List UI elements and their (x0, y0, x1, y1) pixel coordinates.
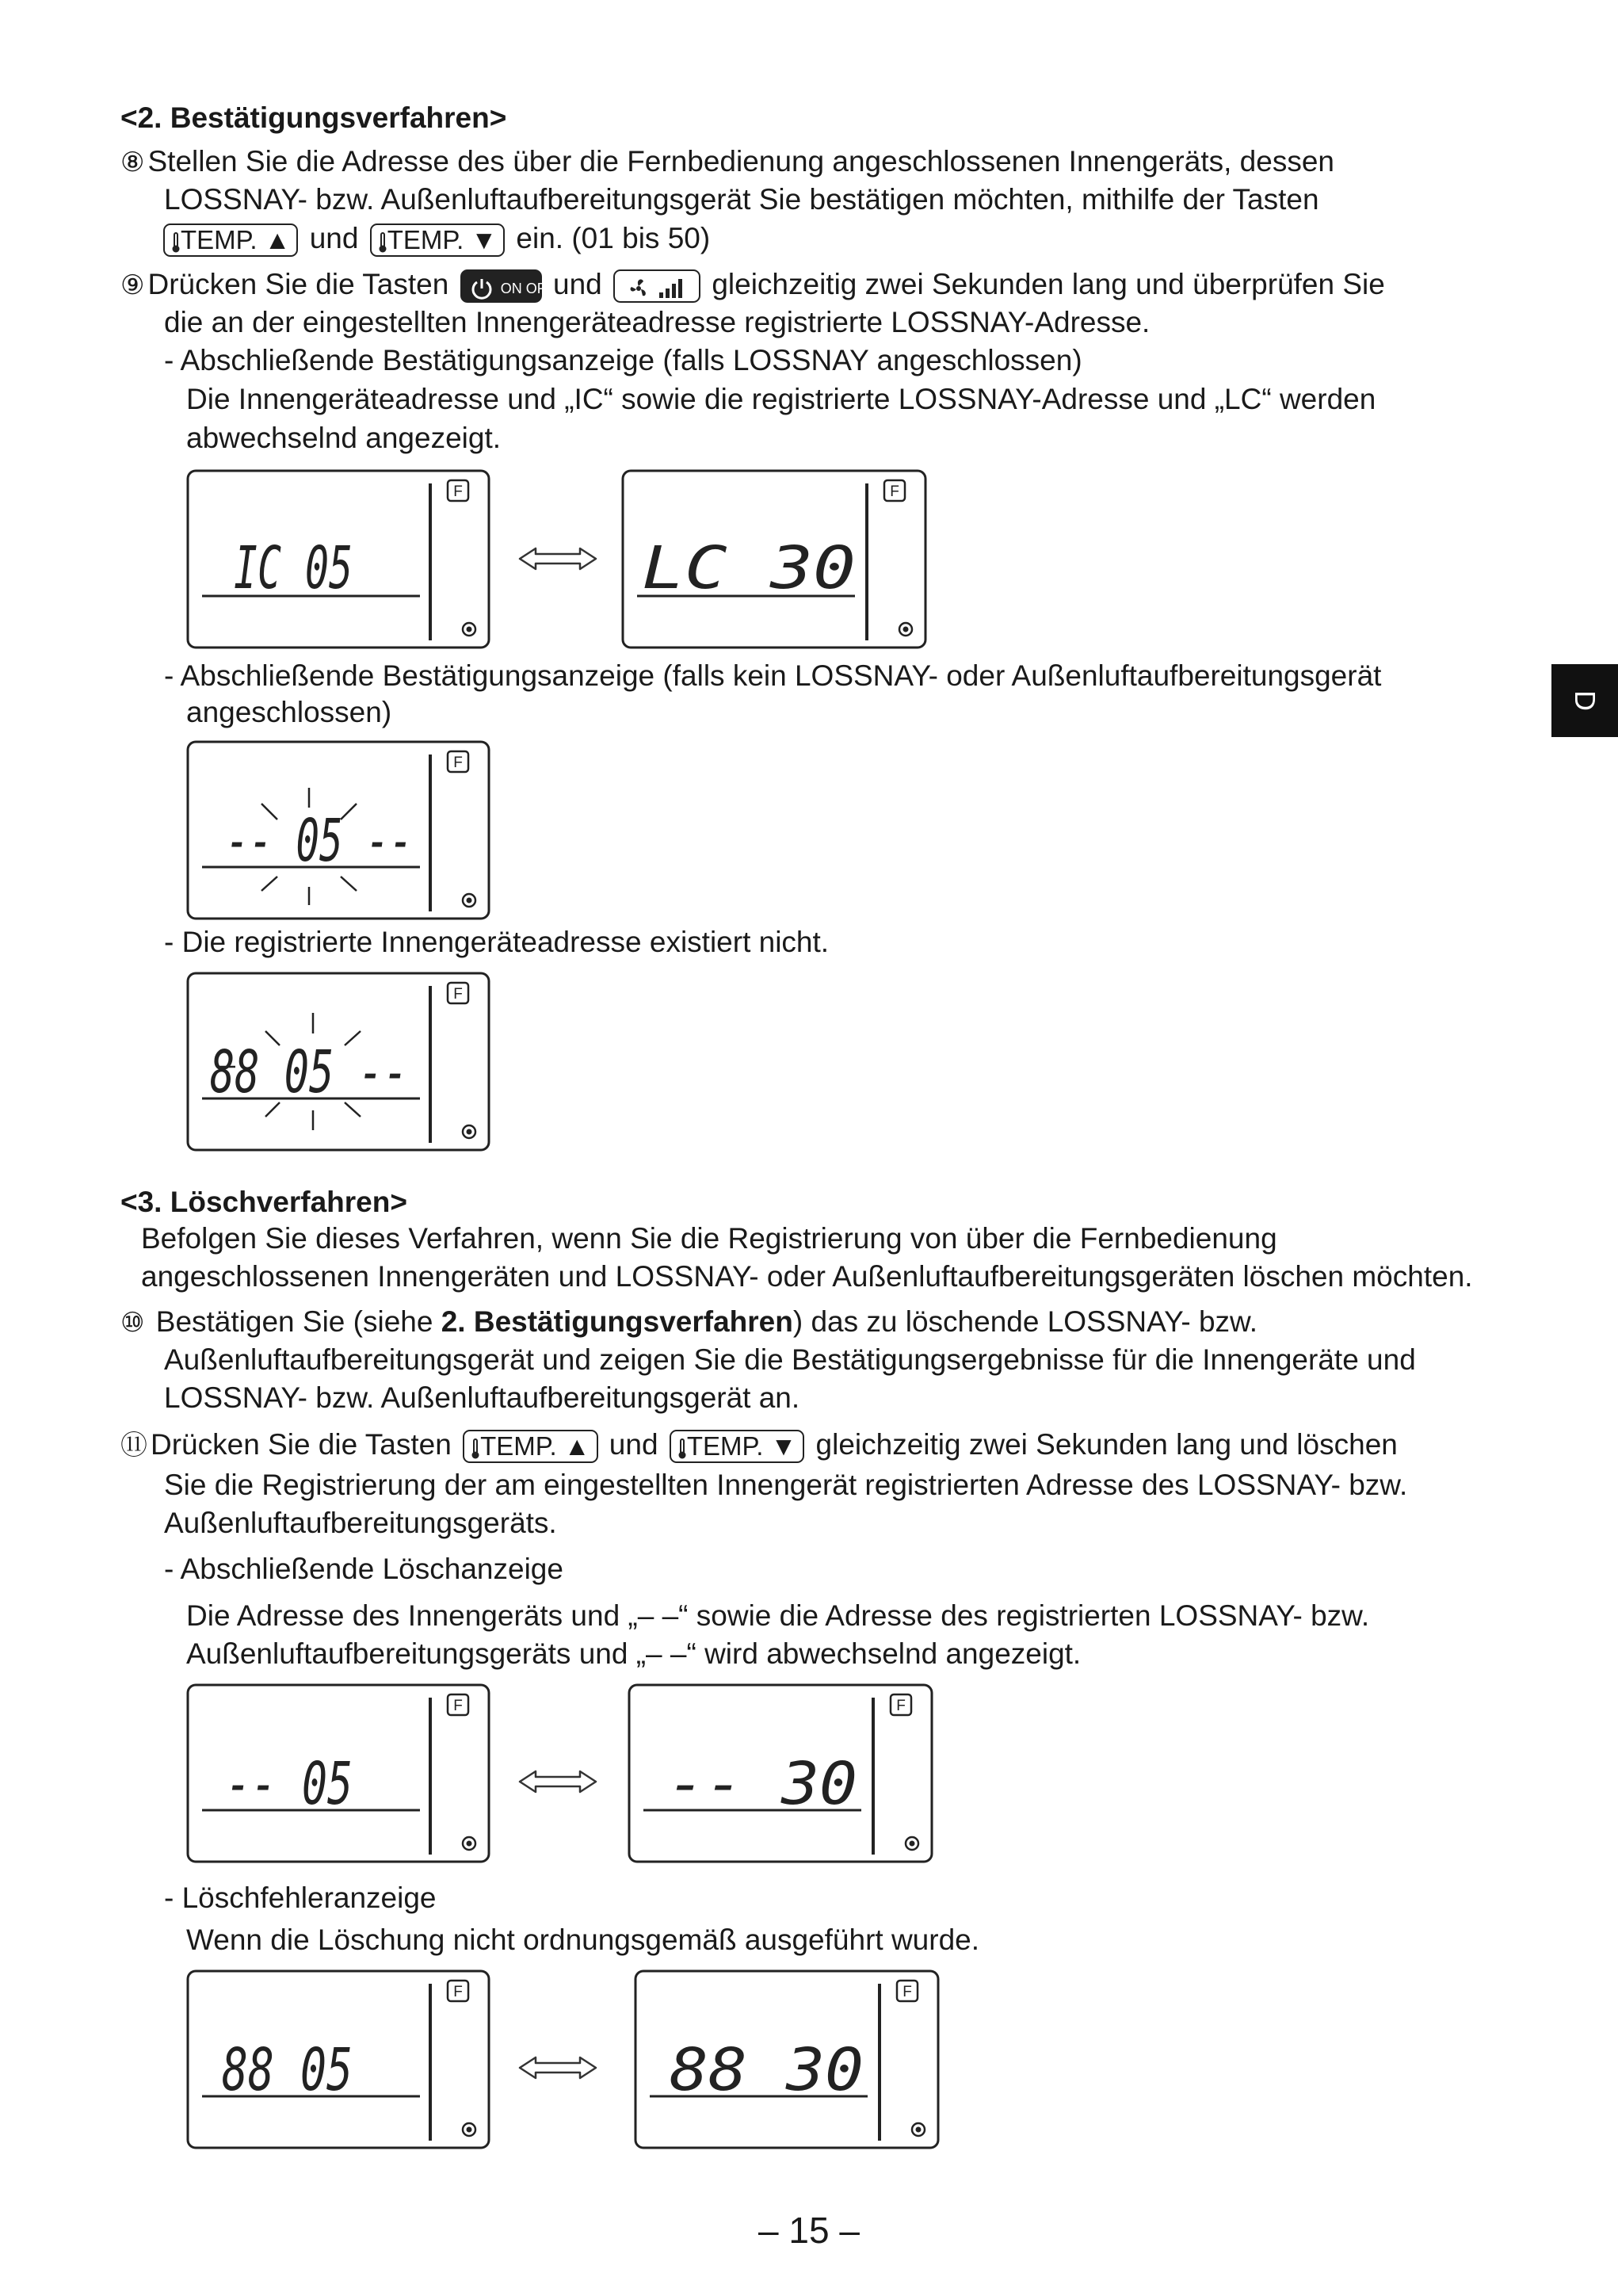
alternating-arrow-icon (517, 544, 599, 574)
step10-post: ) das zu löschende LOSSNAY- bzw. (792, 1305, 1258, 1338)
step10-line3: LOSSNAY- bzw. Außenluftaufbereitungsgerät an. (164, 1381, 800, 1414)
f-label: F (453, 483, 463, 500)
lcd-display-error-30 (634, 1969, 940, 2149)
thermometer-icon (378, 231, 387, 254)
step9-bullet1-text2: abwechselnd angezeigt. (186, 422, 502, 454)
thermometer-icon (471, 1438, 480, 1460)
step8-tail: ein. (01 bis 50) (516, 222, 711, 254)
on-off-key: ON OFF (460, 269, 542, 303)
lcd-digits: 88 05 -- (210, 1038, 408, 1106)
step9-bullet1-text1: Die Innengeräteadresse und „IC“ sowie die registrierte LOSSNAY-Adresse und „LC“ werden (186, 383, 1376, 415)
thermometer-icon (677, 1438, 687, 1460)
step11-und: und (609, 1428, 658, 1461)
lcd-digits: LC 30 (642, 534, 856, 602)
step10-line2: Außenluftaufbereitungsgerät und zeigen Sie die Bestätigungsergebnisse für die Innengeräte und (164, 1343, 1416, 1376)
temp-down-key: TEMP. ▼ (370, 223, 505, 257)
step8-line2: LOSSNAY- bzw. Außenluftaufbereitungsgerät Sie bestätigen möchten, mithilfe der Tasten (164, 183, 1319, 216)
section3-intro1: Befolgen Sie dieses Verfahren, wenn Sie die Registrierung von über die Fernbedienung (141, 1222, 1277, 1255)
thermometer-icon (171, 231, 181, 254)
f-label: F (453, 755, 463, 771)
f-label: F (453, 1984, 463, 2000)
step9-line2: die an der eingestellten Innengeräteadresse registrierte LOSSNAY-Adresse. (164, 306, 1151, 338)
fan-speed-key (613, 269, 700, 303)
step10-line1 (120, 1304, 1257, 1341)
fan-icon (626, 277, 688, 300)
section2-heading: <2. Bestätigungsverfahren> (120, 101, 507, 134)
lcd-display-error-05 (186, 1969, 490, 2149)
step9-bullet3: - Die registrierte Innengeräteadresse existiert nicht. (164, 926, 830, 958)
step10-number: ⑩ (120, 1308, 145, 1338)
f-label: F (890, 483, 899, 500)
step9-line1 (120, 266, 1385, 304)
step11-pre: Drücken Sie die Tasten (151, 1428, 452, 1461)
lcd-digits: 88 05 (222, 2036, 353, 2104)
lcd-display-lc30 (621, 469, 927, 649)
lcd-digits: -- 05 (226, 1750, 353, 1818)
power-icon (470, 277, 494, 300)
alternating-arrow-icon (517, 1767, 599, 1797)
step9-post: gleichzeitig zwei Sekunden lang und überprüfen Sie (712, 268, 1385, 300)
step9-bullet1: - Abschließende Bestätigungsanzeige (falls LOSSNAY angeschlossen) (164, 344, 1082, 376)
step11-bullet1-text1: Die Adresse des Innengeräts und „– –“ sowie die Adresse des registrierten LOSSNAY- bzw. (186, 1599, 1370, 1632)
step9-pre: Drücken Sie die Tasten (147, 268, 449, 300)
f-label: F (896, 1698, 906, 1714)
step8-text1: Stellen Sie die Adresse des über die Fernbedienung angeschlossenen Innengeräts, dessen (147, 145, 1334, 178)
lcd-display-ic05 (186, 469, 490, 649)
step10-bold: 2. Bestätigungsverfahren (441, 1305, 793, 1338)
f-label: F (902, 1984, 912, 2000)
section3-heading: <3. Löschverfahren> (120, 1186, 407, 1218)
lcd-display-delete-30 (628, 1683, 933, 1863)
lcd-digits: -- 30 (667, 1750, 857, 1818)
alternating-arrow-icon (517, 2053, 599, 2083)
step11-line1 (120, 1427, 1398, 1464)
f-label: F (453, 1698, 463, 1714)
step9-number: ⑨ (120, 270, 145, 300)
lcd-digits: 88 30 (670, 2036, 864, 2104)
temp-down-key: TEMP. ▼ (670, 1430, 804, 1463)
f-label: F (453, 986, 463, 1003)
step9-bullet2-line2: angeschlossen) (186, 696, 392, 728)
lcd-digits: IC 05 (234, 534, 353, 602)
lcd-display-blinking (186, 740, 490, 920)
lcd-digits: -- 05 -- (226, 807, 413, 875)
temp-up-key: TEMP. ▲ (163, 223, 298, 257)
language-tab: D (1551, 664, 1618, 737)
step11-bullet2: - Löschfehleranzeige (164, 1881, 437, 1914)
step11-post: gleichzeitig zwei Sekunden lang und löschen (815, 1428, 1398, 1461)
step9-bullet2-line1: - Abschließende Bestätigungsanzeige (falls kein LOSSNAY- oder Außenluftaufbereitungsgerät (164, 659, 1382, 692)
temp-up-key: TEMP. ▲ (463, 1430, 597, 1463)
page-number: – 15 – (758, 2210, 860, 2251)
step8-line1 (120, 143, 1334, 181)
step9-und: und (553, 268, 602, 300)
step11-number: ⑪ (120, 1431, 147, 1461)
step11-line2: Sie die Registrierung der am eingestellten Innengerät registrierten Adresse des LOSSNAY- bzw. (164, 1469, 1408, 1501)
lcd-display-delete-05 (186, 1683, 490, 1863)
section3-intro2: angeschlossenen Innengeräten und LOSSNAY- oder Außenluftaufbereitungsgeräten löschen möchten. (141, 1260, 1473, 1293)
step10-pre: Bestätigen Sie (siehe (155, 1305, 433, 1338)
step8-line3 (160, 220, 710, 257)
step11-line3: Außenluftaufbereitungsgeräts. (164, 1507, 557, 1539)
step11-bullet1-text2: Außenluftaufbereitungsgeräts und „– –“ wird abwechselnd angezeigt. (186, 1637, 1082, 1670)
step8-number: ⑧ (120, 147, 145, 178)
step11-bullet2-text: Wenn die Löschung nicht ordnungsgemäß ausgeführt wurde. (186, 1924, 980, 1956)
step11-bullet1: - Abschließende Löschanzeige (164, 1553, 563, 1585)
step8-und: und (309, 222, 359, 254)
lcd-display-not-exist (186, 972, 490, 1152)
